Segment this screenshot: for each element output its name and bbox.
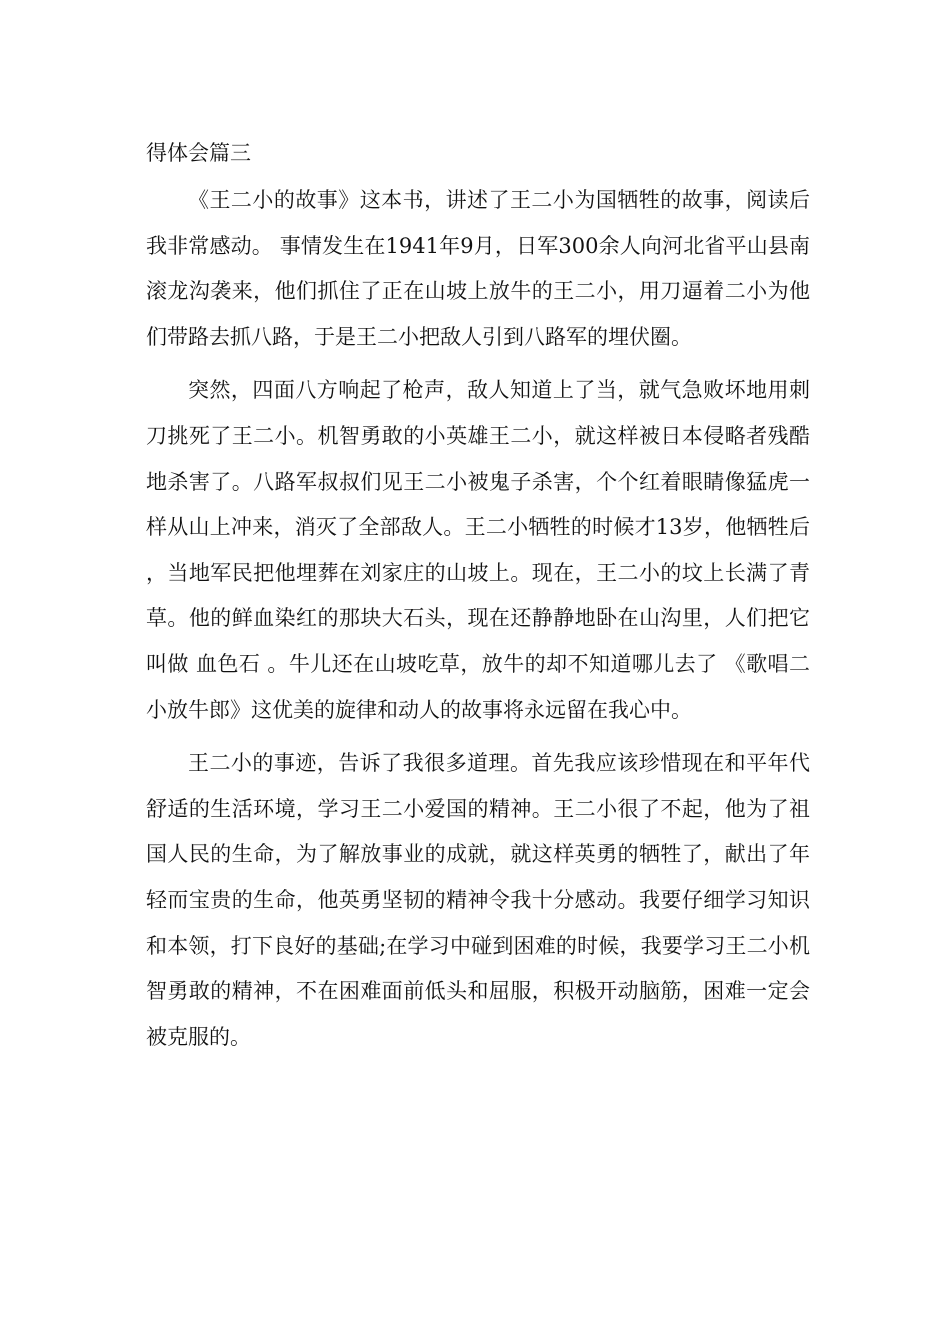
document-body [146,131,810,1068]
paragraph-3: 王二小的事迹，告诉了我很多道理。首先我应该珍惜现在和平年代舒适的生活环境，学习王二小爱国的精神。王二小很了不起，他为了祖国人民的生命，为了解放事业的成就，就这样英勇的牺牲了，献出了年轻而宝贵的生命，他英勇坚韧的精神令我十分感动。我要仔细学习知识和本领，打下良好的基础;在学习中碰到困难的时候，我要学习王二小机智勇敢的精神，不在困难面前低头和屈服，积极开动脑筋，困难一定会被克服的。 [146,751,810,1049]
paragraph-2: 突然，四面八方响起了枪声，敌人知道上了当，就气急败坏地用刺刀挑死了王二小。机智勇敢的小英雄王二小，就这样被日本侵略者残酷地杀害了。八路军叔叔们见王二小被鬼子杀害，个个红着眼睛像猛虎一样从山上冲来，消灭了全部敌人。王二小牺牲的时候才13岁，他牺牲后，当地军民把他埋葬在刘家庄的山坡上。现在，王二小的坟上长满了青草。他的鲜血染红的那块大石头，现在还静静地卧在山沟里，人们把它叫做 血色石 。牛儿还在山坡吃草，放牛的却不知道哪儿去了 《歌唱二小放牛郎》这优美的旋律和动人的故事将永远留在我心中。 [146,378,810,722]
section-heading: 得体会篇三 [146,141,251,165]
paragraph-1: 《王二小的故事》这本书，讲述了王二小为国牺牲的故事，阅读后我非常感动。 事情发生在1941年9月，日军300余人向河北省平山县南滚龙沟袭来，他们抓住了正在山坡上放牛的王二小，用刀逼着二小为他们带路去抓八路，于是王二小把敌人引到八路军的埋伏圈。 [146,188,810,349]
